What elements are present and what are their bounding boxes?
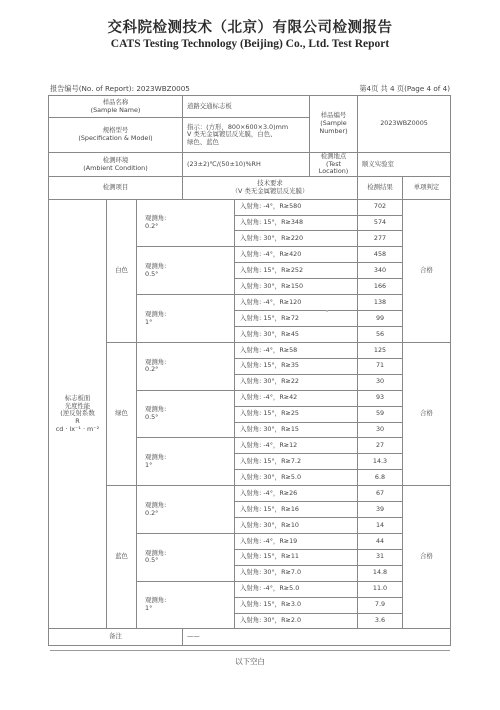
sample-number-label-en: (Sample Number) xyxy=(319,119,348,135)
requirement-cell: 入射角: 30°，R≥22 xyxy=(235,374,358,390)
requirement-cell: 入射角: 30°，R≥5.0 xyxy=(235,470,358,486)
result-value: 67 xyxy=(358,486,403,502)
test-item-line: cd · lx⁻¹ · m⁻² xyxy=(55,424,100,433)
remarks-value: —— xyxy=(183,629,451,646)
observation-angle-label: 观测角: xyxy=(145,357,167,366)
requirement-cell: 入射角: -4°，R≥420 xyxy=(235,247,358,263)
requirement-cell: 入射角: 15°，R≥7.2 xyxy=(235,454,358,470)
requirement-cell: 入射角: 15°，R≥252 xyxy=(235,263,358,279)
spec-value-line-1: 指示：(方形，800×600×3.0)mm xyxy=(187,122,289,131)
spec-value-line-3: 绿色、蓝色 xyxy=(187,137,219,146)
result-value: 71 xyxy=(358,358,403,374)
sample-name-label xyxy=(49,96,183,118)
result-row xyxy=(49,199,451,215)
scan-speck xyxy=(326,310,328,312)
verdict-cell: 合格 xyxy=(403,199,451,342)
result-value: 93 xyxy=(358,390,403,406)
test-item-line: R xyxy=(75,416,80,425)
sample-number-label xyxy=(310,96,358,153)
result-value: 30 xyxy=(358,422,403,438)
observation-angle-label: 观测角: xyxy=(145,214,167,223)
result-value: 39 xyxy=(358,502,403,518)
col-header-requirement-line-2: （V 类无金属镀层反光膜） xyxy=(231,186,309,195)
test-location-value: 顺义实验室 xyxy=(358,152,451,176)
observation-angle-cell xyxy=(137,247,235,295)
test-location-label xyxy=(310,152,358,176)
requirement-cell: 入射角: 15°，R≥25 xyxy=(235,406,358,422)
requirement-cell: 入射角: 30°，R≥10 xyxy=(235,518,358,534)
result-row xyxy=(49,486,451,502)
requirement-cell: 入射角: 30°，R≥45 xyxy=(235,326,358,342)
result-value: 3.6 xyxy=(358,613,403,629)
result-value: 6.8 xyxy=(358,470,403,486)
observation-angle-label: 观测角: xyxy=(145,548,167,557)
report-number: 报告编号(No. of Report): 2023WBZ0005 xyxy=(50,84,190,93)
ambient-label-en: (Ambient Condition) xyxy=(83,163,148,172)
report-title-en: CATS Testing Technology (Beijing) Co., Ltd. Test Report xyxy=(110,38,390,50)
spec-value-line-2: V 类无金属镀层反光膜，白色、 xyxy=(187,130,277,139)
observation-angle-cell xyxy=(137,390,235,438)
test-item-line: (逆反射系数 xyxy=(60,409,95,418)
test-item-line: 光度性能 xyxy=(64,401,91,410)
result-value: 138 xyxy=(358,295,403,311)
observation-angle-label: 观测角: xyxy=(145,309,167,318)
requirement-cell: 入射角: -4°，R≥58 xyxy=(235,342,358,358)
verdict-cell: 合格 xyxy=(403,486,451,629)
result-value: 14.3 xyxy=(358,454,403,470)
requirement-cell: 入射角: 15°，R≥72 xyxy=(235,311,358,327)
result-value: 59 xyxy=(358,406,403,422)
requirement-cell: 入射角: 15°，R≥3.0 xyxy=(235,597,358,613)
result-value: 99 xyxy=(358,311,403,327)
observation-angle-value: 0.5° xyxy=(145,269,159,278)
result-value: 30 xyxy=(358,374,403,390)
requirement-cell: 入射角: -4°，R≥580 xyxy=(235,199,358,215)
result-value: 14.8 xyxy=(358,565,403,581)
requirement-cell: 入射角: 15°，R≥16 xyxy=(235,502,358,518)
observation-angle-cell xyxy=(137,581,235,629)
col-header-item: 检测项目 xyxy=(49,177,183,199)
column-header-row xyxy=(49,177,451,199)
observation-angle-label: 观测角: xyxy=(145,262,167,271)
observation-angle-value: 0.5° xyxy=(145,556,159,565)
ambient-value: (23±2)℃/(50±10)%RH xyxy=(183,152,310,176)
requirement-cell: 入射角: -4°，R≥19 xyxy=(235,533,358,549)
requirement-cell: 入射角: 30°，R≥7.0 xyxy=(235,565,358,581)
result-value: 166 xyxy=(358,279,403,295)
sample-name-value: 道路交通标志板 xyxy=(183,96,310,118)
remarks-label: 备注 xyxy=(49,629,183,646)
test-location-label-en: (Test Location) xyxy=(318,159,349,176)
result-value: 458 xyxy=(358,247,403,263)
observation-angle-cell xyxy=(137,438,235,486)
observation-angle-value: 0.2° xyxy=(145,221,159,230)
result-value: 11.0 xyxy=(358,581,403,597)
result-value: 56 xyxy=(358,326,403,342)
col-header-requirement-line-1: 技术要求 xyxy=(257,179,283,188)
result-value: 702 xyxy=(358,199,403,215)
requirement-cell: 入射角: -4°，R≥42 xyxy=(235,390,358,406)
result-value: 574 xyxy=(358,215,403,231)
col-header-requirement xyxy=(183,177,358,199)
observation-angle-label: 观测角: xyxy=(145,500,167,509)
requirement-cell: 入射角: 30°，R≥15 xyxy=(235,422,358,438)
spec-label-en: (Specification & Model) xyxy=(78,134,153,143)
test-report-table xyxy=(48,95,451,646)
spec-label-cn: 规格型号 xyxy=(102,126,129,135)
result-value: 27 xyxy=(358,438,403,454)
requirement-cell: 入射角: -4°，R≥26 xyxy=(235,486,358,502)
ambient-label xyxy=(49,152,183,176)
sample-number-label-cn: 样品编号 xyxy=(320,111,347,120)
requirement-cell: 入射角: -4°，R≥12 xyxy=(235,438,358,454)
result-value: 31 xyxy=(358,549,403,565)
sample-name-label-en: (Sample Name) xyxy=(90,105,141,114)
blank-below-note: 以下空白 xyxy=(235,657,265,666)
observation-angle-value: 1° xyxy=(145,317,153,326)
observation-angle-value: 1° xyxy=(145,604,153,613)
info-row-environment xyxy=(49,152,451,176)
requirement-cell: 入射角: -4°，R≥120 xyxy=(235,295,358,311)
result-value: 277 xyxy=(358,231,403,247)
observation-angle-cell xyxy=(137,295,235,343)
observation-angle-value: 0.5° xyxy=(145,413,159,422)
color-cell: 绿色 xyxy=(107,342,137,485)
spec-value xyxy=(183,118,310,153)
color-cell: 白色 xyxy=(107,199,137,342)
observation-angle-cell xyxy=(137,342,235,390)
observation-angle-label: 观测角: xyxy=(145,596,167,605)
requirement-cell: 入射角: 15°，R≥11 xyxy=(235,549,358,565)
ambient-label-cn: 检测环境 xyxy=(102,155,129,164)
requirement-cell: 入射角: 30°，R≥150 xyxy=(235,279,358,295)
info-row-sample-name xyxy=(49,96,451,118)
table-end-line xyxy=(50,650,450,651)
col-header-result: 检测结果 xyxy=(358,177,403,199)
requirement-cell: 入射角: 30°，R≥2.0 xyxy=(235,613,358,629)
observation-angle-label: 观测角: xyxy=(145,405,167,414)
observation-angle-label: 观测角: xyxy=(145,453,167,462)
result-value: 44 xyxy=(358,533,403,549)
result-value: 125 xyxy=(358,342,403,358)
observation-angle-value: 0.2° xyxy=(145,508,159,517)
requirement-cell: 入射角: 15°，R≥348 xyxy=(235,215,358,231)
spec-label xyxy=(49,118,183,153)
observation-angle-cell xyxy=(137,486,235,534)
observation-angle-value: 0.2° xyxy=(145,365,159,374)
remarks-row xyxy=(49,629,451,646)
test-item-cell xyxy=(49,199,107,629)
sample-number-value: 2023WBZ0005 xyxy=(358,96,451,153)
requirement-cell: 入射角: -4°，R≥5.0 xyxy=(235,581,358,597)
verdict-cell: 合格 xyxy=(403,342,451,485)
report-title-cn: 交科院检测技术（北京）有限公司检测报告 xyxy=(107,19,393,36)
result-row xyxy=(49,342,451,358)
observation-angle-cell xyxy=(137,199,235,247)
result-value: 340 xyxy=(358,263,403,279)
sample-name-label-cn: 样品名称 xyxy=(102,97,129,106)
test-location-label-cn: 检测地点 xyxy=(320,152,347,161)
color-cell: 蓝色 xyxy=(107,486,137,629)
requirement-cell: 入射角: 30°，R≥220 xyxy=(235,231,358,247)
result-value: 7.9 xyxy=(358,597,403,613)
requirement-cell: 入射角: 15°，R≥35 xyxy=(235,358,358,374)
observation-angle-cell xyxy=(137,533,235,581)
result-value: 14 xyxy=(358,518,403,534)
test-item-line: 标志板面 xyxy=(64,393,91,402)
observation-angle-value: 1° xyxy=(145,460,153,469)
col-header-verdict: 单项判定 xyxy=(403,177,451,199)
page-number: 第4页 共 4 页(Page 4 of 4) xyxy=(359,84,450,93)
